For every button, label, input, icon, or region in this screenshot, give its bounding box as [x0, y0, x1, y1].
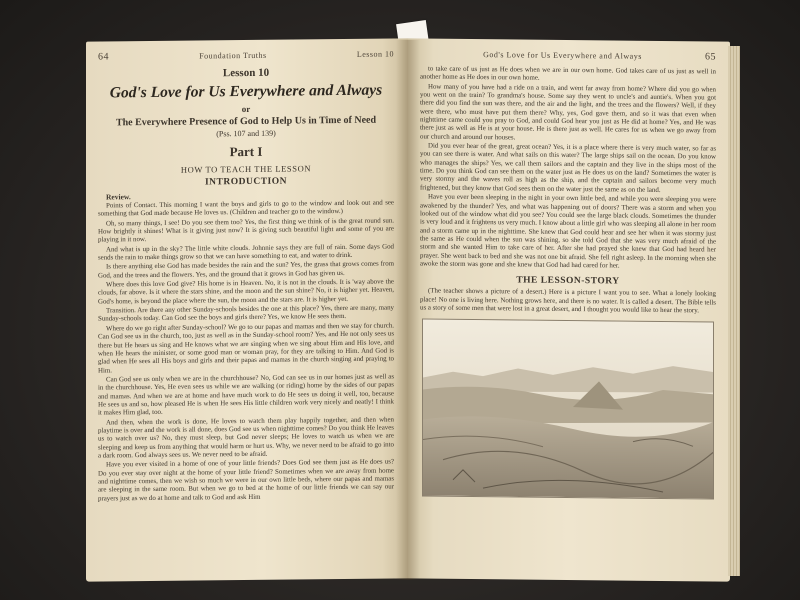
lesson-subtitle: The Everywhere Presence of God to Help Us in Time of Need	[115, 114, 377, 129]
paragraph: Points of Contact. This morning I want the boys and girls to go to the window and look out and see something that God made because He loves us. (Children and teacher go to the window.)	[98, 199, 394, 218]
right-body-text	[420, 65, 716, 271]
right-running-header	[420, 48, 716, 62]
paragraph: Have you ever visited in a home of one of your little friends? Does God see them just as He does us? Do you ever stay over night at the home of your little friend? Sometimes when we are away from home and nighttime comes, then we wish so much we were in our own little beds, where our papas and mamas are sleeping in the same room. But when we go to bed at the home of our little friends we can say our prayers just as we do at home and talk to God and ask Him	[98, 458, 394, 503]
paragraph: Is there anything else God has made besides the rain and the sun? Yes, the grass that grows comes from God, and the trees and the flowers. Yes, and the ground that it grows in God has given us.	[98, 260, 394, 280]
left-running-header	[98, 48, 394, 62]
left-running-head: Foundation Truths	[199, 50, 267, 61]
paragraph: Oh, so many things, I see! Do you see them too? Yes, the first thing we think of is the great round sun. How brightly it shines! What is it giving just now? It is giving such beautiful light and some of you are playing in it now.	[98, 217, 394, 244]
paragraph: And what is up in the sky? The little white clouds. Johnnie says they are full of rain. Some days God sends the rain to make things grow so that we can have something to eat, and water to drink.	[98, 243, 394, 262]
right-page-number: 65	[705, 51, 716, 63]
paragraph: Did you ever hear of the great, great ocean? Yes, it is a place where there is very much water, so far as you can see there is water. And what sails on this water? The large ships sail on the ocean. Do you know who manages the ships? Yes, we call them sailors and the captain and they live in the ships most of the time. Do you think God can see them on the water just as He does us on the land? Sometimes the water is very stormy and the waves roll as high as the ship, and the captain and sailors become very much frightened, but they know that God sees them on the water just the same as on the land.	[420, 142, 716, 194]
paragraph: And then, when the work is done, He loves to watch them play happily together, and then when playtime is over and the work is all done, does God see us when nighttime comes? Do you think He leaves us to watch over us? No, they must sleep, but God never sleeps; He loves to watch us when we are sleeping and keep us from anything that would harm or hurt us. Why, we never need to be afraid to go into a dark room. God always sees us. We never need to be afraid.	[98, 416, 394, 460]
scripture-reference: (Pss. 107 and 139)	[216, 128, 276, 139]
lesson-title: God's Love for Us Everywhere and Always	[109, 81, 383, 102]
left-page	[86, 38, 408, 581]
introduction-heading: INTRODUCTION	[204, 176, 287, 188]
or-text: or	[241, 103, 251, 115]
part-heading: Part I	[229, 143, 263, 160]
left-page-number: 64	[98, 51, 109, 63]
paragraph: How many of you have had a ride on a train, and went far away from home? Where did you go when you went on the train? To grandma's house. Some say they went to uncle's and auntie's. When you got there did you find the sun was there, and the air and the light, and the trees and the flowers? Well, if they were there, who must have put them there? Why, yes, God gave them, and so it was that even when nighttime came could you pray to God, and could God hear you just as He did at home? Yes, and He was there just as well as He is at your house. He is there just as well. He cares for us when we go away from our church and around our houses.	[420, 83, 716, 142]
book-spine	[396, 40, 420, 580]
how-to-heading: HOW TO TEACH THE LESSON	[180, 163, 312, 175]
left-running-lesson: Lesson 10	[356, 49, 394, 59]
story-paragraph: (The teacher shows a picture of a desert.) Here is a picture I want you to see. What a lonely looking place! No one is living here. Nothing grows here, and there is no water. It is called a desert. The Bible tells us a story of some men that were lost in a great desert, and I thought you would like to hear the story.	[420, 287, 716, 315]
paragraph: Can God see us only when we are in the churchhouse? No, God can see us in our homes just as well as in the churchhouse. Yes, He even sees us while we are walking (or riding) home by the sides of our papas and mamas. And when we are at home and have much work to do He sees us doing it well, too, because He sees us and so, how pleased He is when He sees His little children work very nicely and neatly! I think it makes Him glad, too.	[98, 373, 394, 417]
left-body-text	[98, 199, 394, 503]
paragraph: Transition. Are there any other Sunday-schools besides the one at this place? Yes, there are many, many Sunday-schools today. Can God see the boys and girls there? Yes, we know He sees them.	[98, 304, 394, 324]
paragraph: Have you ever been sleeping in the night in your own little bed, and while you were sleeping you were awakened by the thunder? Yes, and what was happening out of doors? There was a storm and when you looked out of the window what did you see? You could see the large black clouds. Sometimes the thunder is very loud and it frightens us very much. I know about a little girl who was sleeping all alone in her room and a storm came up in the nighttime. She knew that God could hear and see her when it was stormy just the same as He could when the sun was shining, so she told God that she was very much afraid of the storm and she wanted Him to take care of her. After she had prayed she knew that God had heard her prayer. She went back to bed and she was not one bit afraid. She fell right asleep. In the morning when she awoke the storm was gone and she knew that God had had cared for her.	[420, 193, 716, 270]
desert-illustration	[422, 319, 714, 500]
right-page	[408, 38, 730, 581]
open-book	[78, 40, 738, 588]
desert-picture	[423, 320, 714, 499]
page-edges	[728, 46, 740, 576]
review-heading: Review.	[106, 192, 131, 202]
paragraph: Where does this love God give? His home is in Heaven. No, it is not in the clouds. It is 'way above the clouds, far above. Is it where the stars shine, and the moon and the sun shine? No, it is higher yet. Heaven, God's home, is beyond the place where the sun, the moon and the stars are. It is higher yet.	[98, 278, 394, 306]
right-running-head: God's Love for Us Everywhere and Always	[483, 50, 642, 61]
paragraph: Where do we go right after Sunday-school? We go to our papas and mamas and then we stay for church. Can God see us in the church, too, just as well as in the Sunday-school room? Yes, and He not only sees us there but He hears us sing and He knows what we are singing when we sing about Him and His love, and when He hears the minister, or some good man or woman pray, for they are talking to Him. And God is glad when He sees all His boys and girls and their papas and mamas in the church singing and praying to Him.	[98, 322, 394, 375]
lesson-story-heading: THE LESSON-STORY	[516, 275, 620, 287]
paragraph: to take care of us just as He does when we are in our own home. God takes care of us just as well in another home as He does in our own home.	[420, 65, 716, 83]
lesson-number: Lesson 10	[222, 66, 270, 80]
